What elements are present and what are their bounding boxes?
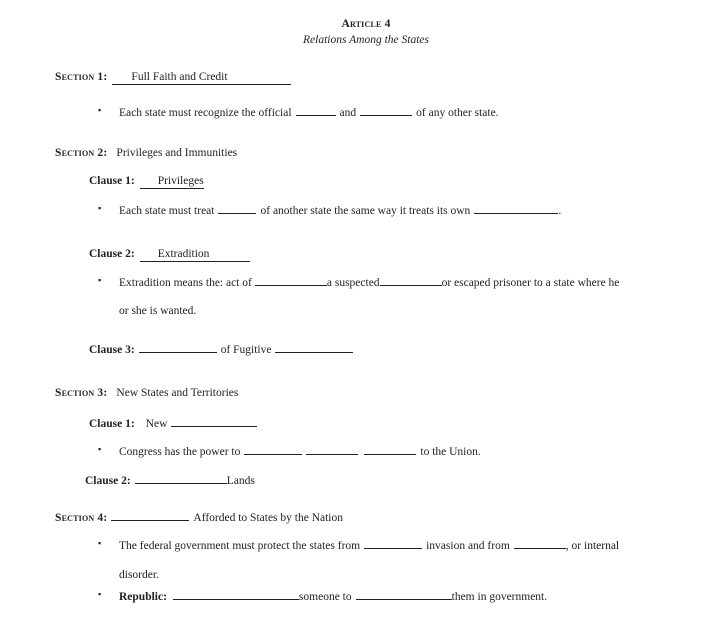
s3-clause-1-heading (89, 415, 257, 431)
clause-label: Clause 2: (89, 248, 135, 260)
text: someone to (298, 591, 352, 603)
clause-2-heading (89, 246, 250, 262)
text: a suspected (326, 277, 380, 289)
section-4-heading (55, 509, 343, 525)
section-1-heading (55, 69, 291, 85)
section-title: Privileges and Immunities (116, 147, 238, 159)
filled-answer[interactable]: Extradition (140, 248, 250, 262)
clause-label: Clause 2: (85, 475, 131, 487)
text: Congress has the power to (119, 446, 241, 458)
blank[interactable] (111, 509, 189, 521)
section-label: Section 4: (55, 512, 108, 524)
blank[interactable] (171, 415, 257, 427)
text: Lands (226, 475, 255, 487)
section-label: Section 3: (55, 387, 108, 399)
blank[interactable] (514, 537, 566, 549)
bullet-icon: ▪ (98, 203, 102, 213)
text: to the Union. (420, 446, 481, 458)
text: Each state must recognize the official (119, 107, 292, 119)
clause-label: Clause 1: (89, 175, 135, 187)
clause-2-bullet (119, 274, 619, 290)
bullet-icon: ▪ (98, 105, 102, 115)
article-heading: Article 4 (341, 18, 391, 30)
term-label: Republic: (119, 591, 167, 603)
blank[interactable] (275, 341, 353, 353)
text: and (339, 107, 357, 119)
section-3-heading (55, 385, 238, 401)
bullet-icon: ▪ (98, 444, 102, 454)
text: or she is wanted. (119, 305, 197, 317)
section-1-bullet (119, 104, 499, 120)
text: of another state the same way it treats its own (260, 205, 471, 217)
text: . (558, 205, 562, 217)
text: invasion and from (426, 540, 510, 552)
text: Afforded to States by the Nation (193, 512, 344, 524)
blank[interactable] (173, 588, 299, 600)
article-title (0, 16, 704, 32)
clause-2-bullet-cont (119, 303, 196, 319)
clause-label: Clause 3: (89, 344, 135, 356)
blank[interactable] (218, 202, 256, 214)
article-subtitle: Relations Among the States (303, 34, 429, 46)
section-2-heading (55, 145, 237, 161)
clause-3-heading (89, 341, 353, 357)
text: of Fugitive (220, 344, 272, 356)
blank[interactable] (360, 104, 412, 116)
s4-bullet-2 (119, 588, 547, 604)
clause-1-heading (89, 173, 204, 189)
text: them in government. (451, 591, 548, 603)
filled-answer[interactable]: Full Faith and Credit (112, 71, 291, 85)
s4-bullet-1 (119, 537, 619, 553)
bullet-icon: ▪ (98, 538, 102, 548)
blank[interactable] (306, 443, 358, 455)
text: Extradition means the: act of (119, 277, 252, 289)
clause-label: Clause 1: (89, 418, 135, 430)
bullet-icon: ▪ (98, 275, 102, 285)
blank[interactable] (135, 472, 227, 484)
text: , or internal (565, 540, 620, 552)
text: disorder. (119, 569, 159, 581)
section-title: New States and Territories (116, 387, 239, 399)
s3-clause-2-heading (85, 472, 255, 488)
blank[interactable] (296, 104, 336, 116)
blank[interactable] (364, 537, 422, 549)
text: Each state must treat (119, 205, 215, 217)
blank[interactable] (255, 274, 327, 286)
s4-bullet-1-cont (119, 567, 159, 583)
blank[interactable] (380, 274, 442, 286)
filled-answer[interactable]: Privileges (140, 175, 204, 189)
text: of any other state. (416, 107, 499, 119)
blank[interactable] (244, 443, 302, 455)
section-label: Section 1: (55, 71, 108, 83)
text: or escaped prisoner to a state where he (441, 277, 620, 289)
blank[interactable] (474, 202, 558, 214)
blank[interactable] (364, 443, 416, 455)
clause-1-bullet (119, 202, 561, 218)
blank[interactable] (139, 341, 217, 353)
article-subtitle-line (0, 32, 704, 48)
text: New (145, 418, 168, 430)
bullet-icon: ▪ (98, 589, 102, 599)
section-label: Section 2: (55, 147, 108, 159)
s3-clause-1-bullet (119, 443, 481, 459)
text: The federal government must protect the states from (119, 540, 361, 552)
blank[interactable] (356, 588, 452, 600)
